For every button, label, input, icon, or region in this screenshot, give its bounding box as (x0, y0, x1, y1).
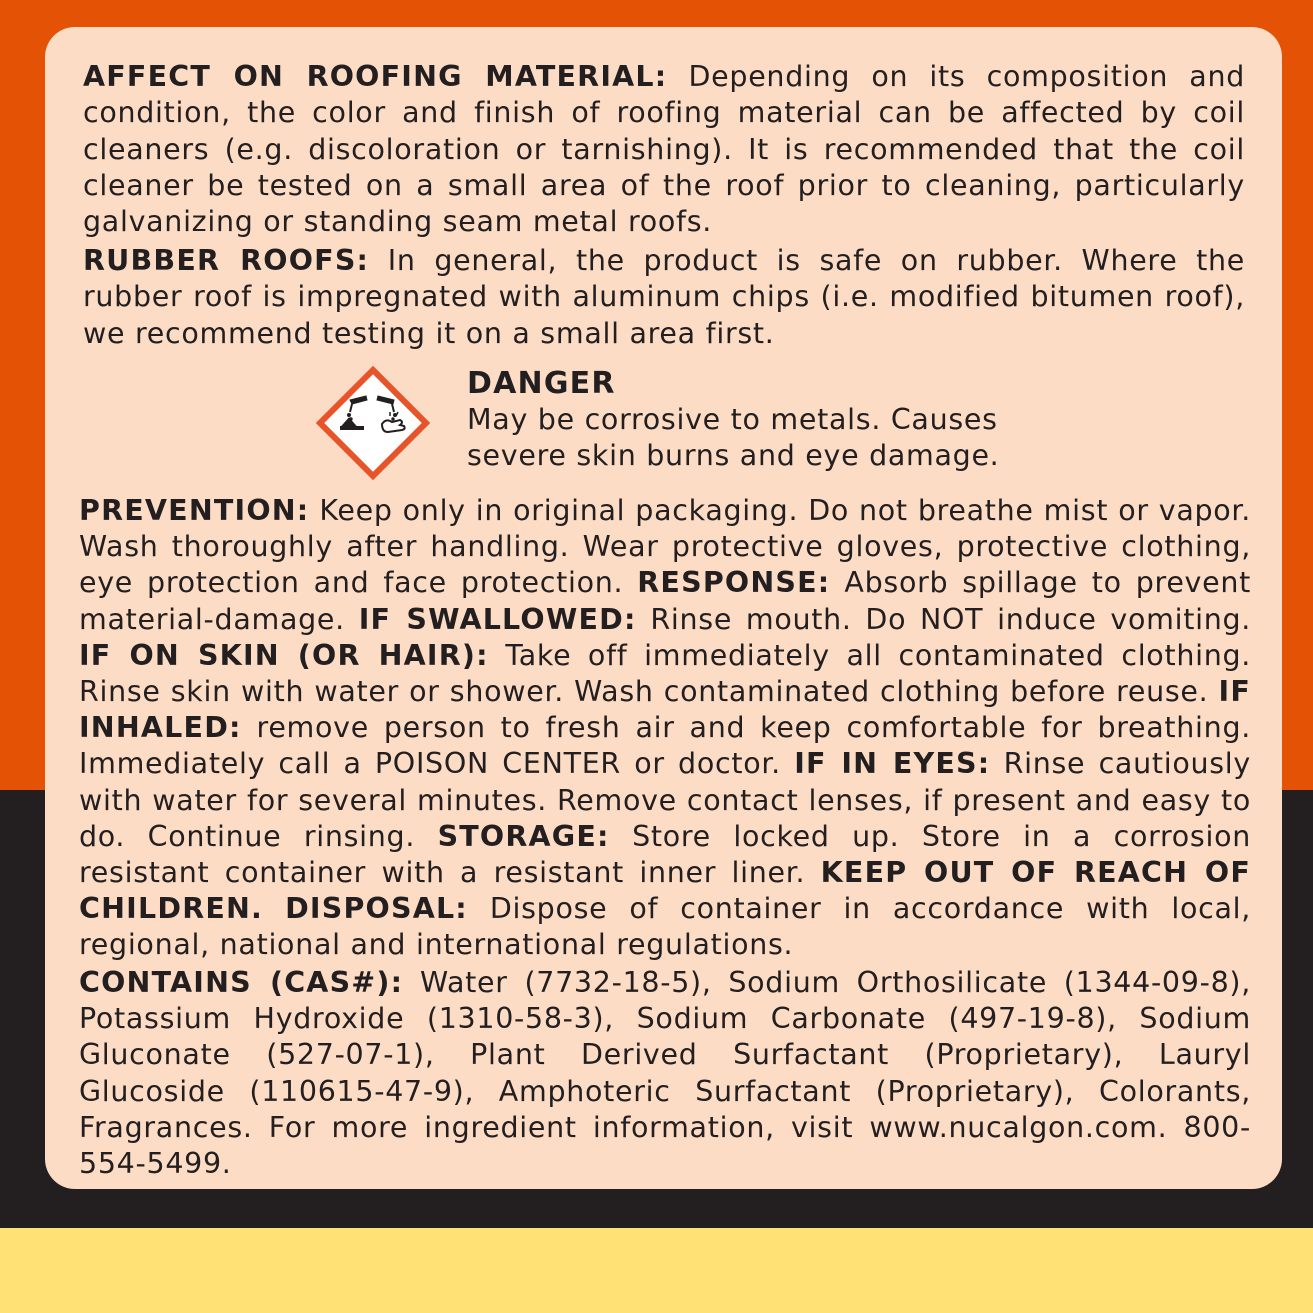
hazard-statement (467, 402, 1047, 475)
precautionary-statements-paragraph (79, 493, 1251, 964)
disposal-text: Dispose of container in accordance with local, regional, national and international regulations. (79, 892, 1251, 962)
if-on-skin-text: Take off immediately all contaminated clothing. Rinse skin with water or shower. Wash contaminated clothing before reuse. (79, 638, 1252, 709)
corrosion-pictogram-icon (316, 366, 430, 480)
if-swallowed-heading: IF SWALLOWED: (358, 602, 637, 636)
danger-signal-word: DANGER (467, 366, 616, 401)
affect-on-roofing-paragraph (83, 59, 1245, 240)
hazard-statement-line-2: severe skin burns and eye damage. (467, 439, 1000, 473)
affect-heading: AFFECT ON ROOFING MATERIAL: (83, 60, 668, 93)
storage-heading: STORAGE: (437, 819, 610, 853)
affect-text: Depending on its composition and condition, the color and finish of roofing material can be affected by coil cleaners (e.g. discoloration or tarnishing). It is recommended that the coil cleaner be tested on a small area of the roof prior to cleaning, particularly galvanizing or standing seam metal roofs. (83, 60, 1246, 239)
if-on-skin-heading: IF ON SKIN (OR HAIR): (79, 638, 489, 672)
hazard-statement-line-1: May be corrosive to metals. Causes (467, 403, 998, 436)
rubber-text: In general, the product is safe on rubber. Where the rubber roof is impregnated with aluminum chips (i.e. modified bitumen roof), we recommend testing it on a small area first. (83, 244, 1245, 350)
if-swallowed-text: Rinse mouth. Do NOT induce vomiting. (636, 602, 1252, 636)
contains-heading: CONTAINS (CAS#): (79, 966, 404, 999)
storage-text: Store locked up. Store in a corrosion resistant container with a resistant inner liner. (79, 819, 1251, 890)
contains-text: Water (7732-18-5), Sodium Orthosilicate (1344-09-8), Potassium Hydroxide (1310-58-3), Sodium Carbonate (497-19-8), Sodium Gluconate (527-07-1), Plant Derived Surfactant (Proprietary), Lauryl Glucoside (110615-47-9), Amphoteric Surfactant (Proprietary), Colorants, Fragrances. For more ingredient information, visit www.nucalgon.com. 800-554-5499. (79, 966, 1251, 1181)
keep-out-of-reach-heading: KEEP OUT OF REACH OF CHILDREN. (79, 856, 1251, 926)
prevention-heading: PREVENTION: (79, 494, 310, 527)
if-inhaled-heading: IF INHALED: (79, 675, 1251, 745)
contains-paragraph (79, 965, 1251, 1182)
disposal-heading: DISPOSAL: (285, 892, 468, 926)
rubber-heading: RUBBER ROOFS: (83, 244, 370, 277)
if-in-eyes-heading: IF IN EYES: (794, 747, 991, 781)
prevention-text: Keep only in original packaging. Do not breathe mist or vapor. Wash thoroughly after handling. Wear protective gloves, protective clothing, eye protection and face protection. (79, 494, 1251, 600)
if-inhaled-text: remove person to fresh air and keep comfortable for breathing. Immediately call a POISON CENTER or doctor. (79, 711, 1251, 781)
yellow-footer-band (0, 1228, 1313, 1313)
rubber-roofs-paragraph (83, 243, 1245, 352)
response-heading: RESPONSE: (637, 566, 831, 600)
if-in-eyes-text: Rinse cautiously with water for several minutes. Remove contact lenses, if present and easy to do. Continue rinsing. (79, 747, 1251, 853)
response-text: Absorb spillage to prevent material-damage. (79, 566, 1251, 636)
